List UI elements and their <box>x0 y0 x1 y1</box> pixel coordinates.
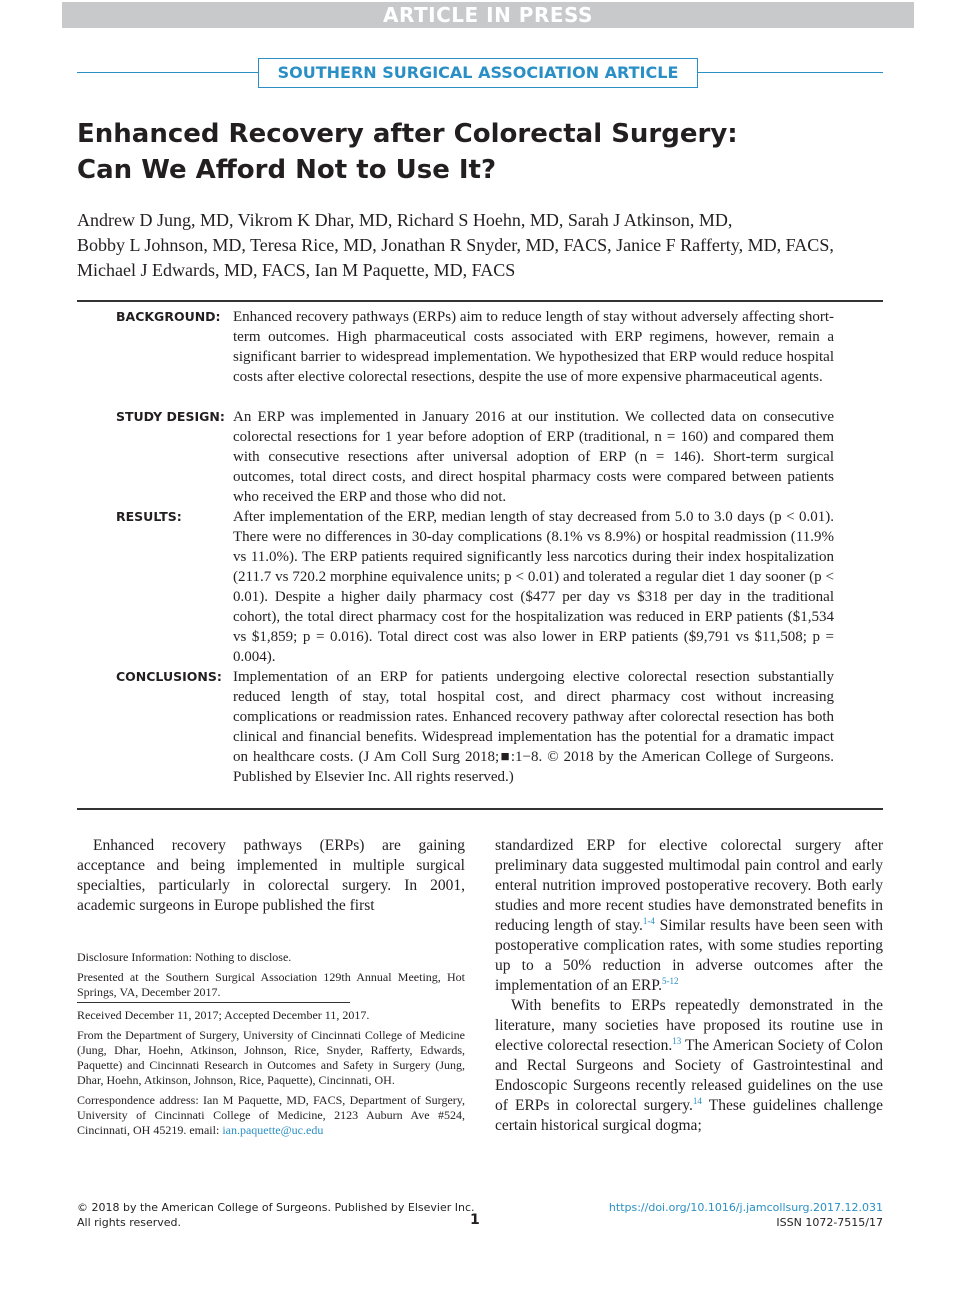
section-rule-left <box>77 72 258 73</box>
issn-text: ISSN 1072-7515/17 <box>776 1216 883 1229</box>
correspondence-text: Correspondence address: Ian M Paquette, MD, FACS, Department of Surgery, University of Cincinnati College of Medicine, 2123 Auburn Ave #524, Cincinnati, OH 45219. email: <box>77 1093 465 1137</box>
footnote-rule <box>77 1002 350 1003</box>
author-list <box>77 208 897 283</box>
study-design-text: An ERP was implemented in January 2016 at our institution. We collected data on consecutive colorectal resections for 1 year before adoption of ERP (traditional, n = 160) and compared them with consecutive resections after universal adoption of ERP (n = 146). Short-term surgical outcomes, total direct costs, and direct hospital pharmacy costs were compared between patients who received the ERP and those who did not. <box>233 409 834 505</box>
title-line-2: Can We Afford Not to Use It? <box>77 155 497 185</box>
article-in-press-banner: ARTICLE IN PRESS <box>62 2 914 28</box>
affiliation-note: From the Department of Surgery, University of Cincinnati College of Medicine (Jung, Dhar, Hoehn, Atkinson, Johnson, Rice, Snyder, Rafferty, Edwards, Paquette) and Cincinnati Research in Outcomes and Safety in Surgery (Jung, Dhar, Hoehn, Atkinson, Johnson, Rice, Paquette), Cincinnati, OH. <box>77 1028 465 1087</box>
results-label: RESULTS: <box>116 509 182 524</box>
right-paragraph-1 <box>495 836 883 996</box>
citation-ref[interactable]: 14 <box>692 1095 702 1106</box>
doi-footer <box>609 1200 883 1230</box>
right-p2-text-b: The American Society of Colon and Rectal Surgeons and Society of Gastrointestinal and Endoscopic Surgeons recently released guidelines on the use of ERPs in colorectal surgery. <box>495 1037 884 1114</box>
background-text: Enhanced recovery pathways (ERPs) aim to reduce length of stay without adversely affecting short-term outcomes. High pharmaceutical costs associated with ERP regimens, however, remain a significant barrier to widespread implementation. We hypothesized that ERP would reduce hospital costs after elective colorectal resections, despite the use of more expensive pharmaceutical agents. <box>233 309 834 385</box>
citation-ref[interactable]: 1-4 <box>642 915 655 926</box>
author-line-1: Andrew D Jung, MD, Vikrom K Dhar, MD, Richard S Hoehn, MD, Sarah J Atkinson, MD, <box>77 210 733 230</box>
disclosure-note: Disclosure Information: Nothing to disclose. <box>77 950 292 964</box>
conclusions-label: CONCLUSIONS: <box>116 669 222 684</box>
author-line-3: Michael J Edwards, MD, FACS, Ian M Paquette, MD, FACS <box>77 260 516 280</box>
citation-ref[interactable]: 13 <box>672 1035 682 1046</box>
copyright-footer <box>77 1200 475 1230</box>
title-line-1: Enhanced Recovery after Colorectal Surgery: <box>77 119 738 149</box>
right-p2-text-a: With benefits to ERPs repeatedly demonstrated in the literature, many societies have proposed its routine use in elective colorectal resection. <box>495 997 883 1054</box>
body-right-column <box>495 836 883 1136</box>
author-line-2: Bobby L Johnson, MD, Teresa Rice, MD, Jonathan R Snyder, MD, FACS, Janice F Rafferty, MD, FACS, <box>77 235 834 255</box>
conclusions-text: Implementation of an ERP for patients undergoing elective colorectal resection substantially reduced length of stay, total hospital cost, and direct pharmacy cost without increasing complications or readmission rates. Enhanced recovery pathway after colorectal resection has both clinical and financial benefits. Widespread implementation has the potential for a dramatic impact on healthcare costs. (J Am Coll Surg 2018;■:1−8. © 2018 by the American College of Surgeons. Published by Elsevier Inc. All rights reserved.) <box>233 669 834 785</box>
footnotes-affiliation <box>77 1008 465 1143</box>
intro-paragraph: Enhanced recovery pathways (ERPs) are gaining acceptance and being implemented in multiple surgical specialties, particularly in colorectal surgery. In 2001, academic surgeons in Europe published the first <box>77 837 465 914</box>
article-title <box>77 116 897 188</box>
right-paragraph-2 <box>495 996 883 1136</box>
citation-ref[interactable]: 5-12 <box>662 975 679 986</box>
footnotes <box>77 950 465 1005</box>
body-left-column <box>77 836 465 916</box>
page-number: 1 <box>470 1212 480 1228</box>
correspondence-note <box>77 1093 465 1138</box>
results-text: After implementation of the ERP, median length of stay decreased from 5.0 to 3.0 days (p < 0.01). There were no differences in 30-day complications (8.1% vs 8.9%) or hospital readmission (11.9% vs 11.0%). The ERP patients required significantly less narcotics during their index hospitalization (211.7 vs 720.2 morphine equivalence units; p < 0.01) and tolerated a regular diet 1 day sooner (p < 0.01). Despite a higher daily pharmacy cost ($477 per day vs $318 per day in the traditional cohort), the total direct pharmacy cost for the hospitalization was reduced in ERP patients ($1,534 vs $1,859; p = 0.016). Total direct cost was also lower in ERP patients ($9,791 vs $11,508; p = 0.004). <box>233 509 834 665</box>
study-design-label: STUDY DESIGN: <box>116 409 225 424</box>
copyright-line-1: © 2018 by the American College of Surgeons. Published by Elsevier Inc. <box>77 1201 475 1214</box>
copyright-line-2: All rights reserved. <box>77 1216 182 1229</box>
section-label: SOUTHERN SURGICAL ASSOCIATION ARTICLE <box>258 58 698 88</box>
section-rule-right <box>698 72 883 73</box>
right-p2-text-c: These guidelines challenge certain historical surgical dogma; <box>495 1097 883 1134</box>
received-note: Received December 11, 2017; Accepted December 11, 2017. <box>77 1008 370 1022</box>
right-p1-text-b: Similar results have been seen with postoperative complication rates, with some studies reporting up to a 50% reduction in adverse outcomes after the implementation of an ERP. <box>495 917 883 994</box>
presented-note: Presented at the Southern Surgical Association 129th Annual Meeting, Hot Springs, VA, December 2017. <box>77 970 465 999</box>
background-label: BACKGROUND: <box>116 309 221 324</box>
email-link[interactable]: ian.paquette@uc.edu <box>222 1123 324 1137</box>
abstract-bottom-rule <box>77 808 883 810</box>
right-p1-text-a: standardized ERP for elective colorectal surgery after preliminary data suggested multimodal pain control and early enteral nutrition improved postoperative recovery. Both early studies and more recent studies have demonstrated benefits in reducing length of stay. <box>495 837 883 934</box>
abstract-top-rule <box>77 300 883 302</box>
doi-link[interactable]: https://doi.org/10.1016/j.jamcollsurg.2017.12.031 <box>608 1201 883 1214</box>
